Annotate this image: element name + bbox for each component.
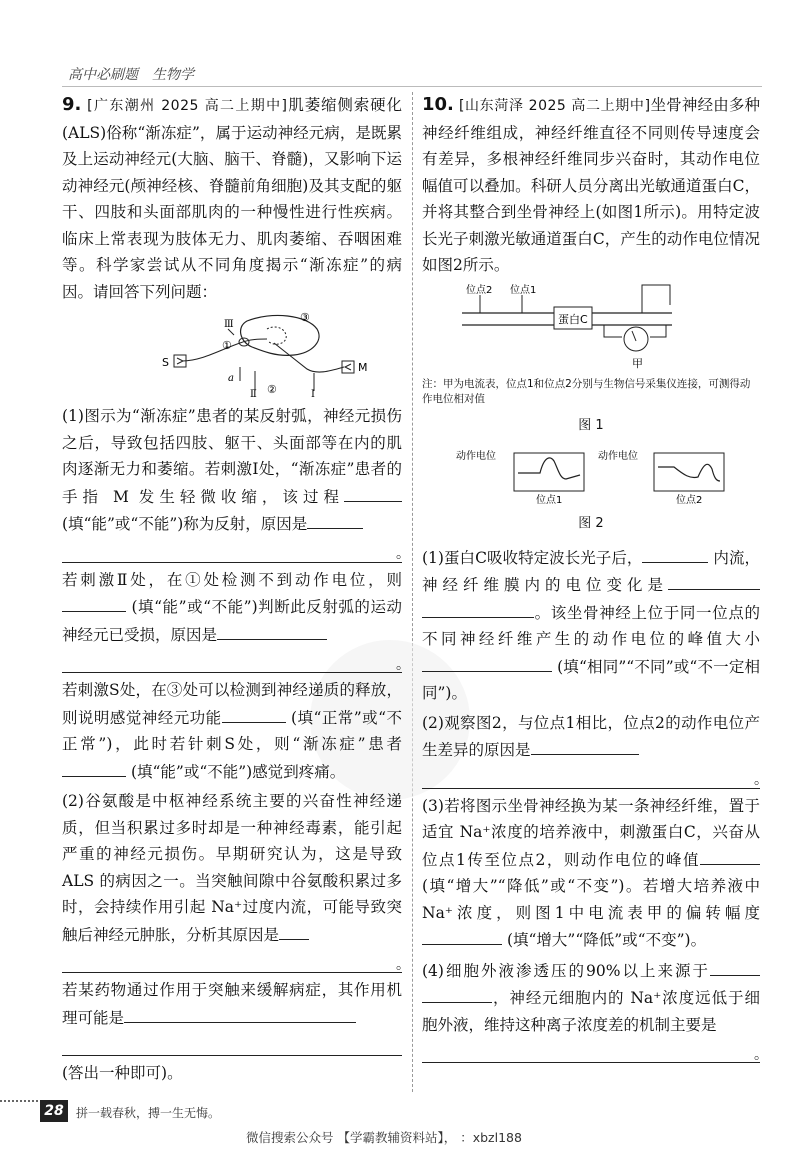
- q10-blank-6[interactable]: [700, 846, 760, 865]
- label-circle-2: ②: [267, 383, 277, 396]
- q9-p1f-text: (填“正常”或“不正常”)，此时若针刺S处，则“渐冻症”患者: [62, 708, 402, 753]
- q10-p2a-text: (2)观察图2，与位点1相比，位点2的动作电位产生差异的原因是: [422, 713, 760, 759]
- q9-p2a-text: (2)谷氨酸是中枢神经系统主要的兴奋性神经递质，但当积累过多时却是一种神经毒素，能引起严重的神经元损伤。早期研究认为，这是导致 ALS 的病因之一。当突触间隙中谷氨酸积累过多时，会持续作用引起 Na⁺过度内流，可能导致突触后神经元肿胀，分析其原因是: [62, 792, 402, 944]
- q9-p1c-text: 若刺激Ⅱ处，在①处检测不到动作电位，则: [62, 570, 402, 589]
- site1-label: 位点1: [510, 284, 537, 296]
- question-10: [422, 92, 768, 1067]
- q9-blank-1[interactable]: [344, 483, 402, 502]
- q10-p3a-text: (3)若将图示坐骨神经换为某一条神经纤维，置于适宜 Na⁺浓度的培养液中，刺激蛋白C，兴奋从位点1传至位点2，则动作电位的峰值: [422, 796, 760, 869]
- q10-p4b-text: ，神经元细胞内的 Na⁺浓度远低于细胞外液，维持这种离子浓度差的机制主要是: [422, 989, 760, 1034]
- graph2-ylabel: 动作电位: [598, 451, 638, 462]
- column-divider: [412, 92, 413, 1092]
- q9-blank-4[interactable]: [217, 621, 327, 640]
- q9-p1e-text: 若刺激S处，在③处可以检测到神经递质的释放，则说明感觉神经元功能: [62, 681, 402, 727]
- q9-p1a-text: (1)图示为“渐冻症”患者的某反射弧，神经元损伤之后，导致包括四肢、躯干、头面部等在内的肌肉逐渐无力和萎缩。若刺激Ⅰ处，“渐冻症”患者的手指 M 发生轻微收缩，该过程: [62, 407, 402, 506]
- page-number: 28: [40, 1100, 68, 1122]
- q9-p1b-text: (填“能”或“不能”)称为反射，原因是: [62, 515, 308, 533]
- meter-wire-left: [604, 325, 622, 337]
- q9-answer-line-1[interactable]: 。: [62, 540, 402, 563]
- q10-intro-text: 坐骨神经由多种神经纤维组成，神经纤维直径不同则传导速度会有差异，多根神经纤维同步兴奋时，其动作电位幅值可以叠加。科研人员分离出光敏通道蛋白C，并将其整合到坐骨神经上(如图1所示)。用特定波长光子刺激光敏通道蛋白C，产生的动作电位情况如图2所示。: [422, 96, 760, 274]
- q10-answer-line-1[interactable]: 。: [422, 766, 760, 789]
- q10-p1d-text: (填“相同”“不同”或“不一定相同”)。: [422, 657, 760, 702]
- label-II: Ⅱ: [250, 389, 257, 399]
- q9-reflex-arc-figure: [62, 309, 402, 399]
- graph1-curve: [518, 458, 580, 479]
- running-header: 高中必刷题 生物学: [68, 67, 194, 83]
- q9-number: 9.: [62, 94, 82, 115]
- q10-blank-4[interactable]: [422, 653, 552, 672]
- q9-part2: [62, 788, 410, 1087]
- q10-blank-9[interactable]: [422, 984, 492, 1003]
- q10-number: 10.: [422, 94, 454, 115]
- gray-matter: [267, 327, 286, 344]
- q9-blank-5[interactable]: [222, 704, 286, 723]
- q10-blank-1[interactable]: [642, 544, 708, 563]
- graph1-xlabel: 位点1: [536, 495, 563, 505]
- q10-blank-5[interactable]: [531, 736, 639, 755]
- q9-answer-line-2[interactable]: 。: [62, 650, 402, 673]
- label-III: Ⅲ: [224, 319, 234, 330]
- q10-blank-8[interactable]: [710, 957, 760, 976]
- graph2-xlabel: 位点2: [676, 495, 703, 505]
- q9-intro-text: 肌萎缩侧索硬化(ALS)俗称“渐冻症”，属于运动神经元病，是既累及上运动神经元(大脑、脑干、脊髓)，又影响下运动神经元(颅神经核、脊髓前角细胞)及其支配的躯干、四肢和头面部肌肉的一种慢性进行性疾病。临床上常表现为肢体无力、肌肉萎缩、吞咽困难等。科学家尝试从不同角度揭示“渐冻症”的病因。请回答下列问题：: [62, 96, 402, 301]
- q10-figure-1-note: 注：甲为电流表，位点1和位点2分别与生物信号采集仪连接，可测得动作电位相对值: [422, 377, 751, 405]
- q10-blank-2[interactable]: [668, 571, 760, 590]
- q10-blank-7[interactable]: [422, 926, 502, 945]
- effector-arrow: [345, 364, 351, 370]
- label-M: M: [358, 361, 368, 374]
- label-a: a: [228, 373, 234, 384]
- q10-p3b-text: (填“增大”“降低”或“不变”)。若增大培养液中 Na⁺浓度，则图1中电流表甲的偏转幅度: [422, 877, 760, 922]
- receptor-arrow: [177, 358, 183, 364]
- q10-p1a-text: (1)蛋白C吸收特定波长光子后，: [422, 548, 643, 567]
- graph1-box: [514, 453, 584, 491]
- q9-blank-8[interactable]: [124, 1004, 356, 1023]
- q10-p4a-text: (4)细胞外液渗透压的90%以上来源于: [422, 961, 710, 980]
- q9-blank-6[interactable]: [62, 758, 126, 777]
- q9-blank-3[interactable]: [62, 593, 126, 612]
- q9-source: [广东潮州 2025 高二上期中]: [87, 98, 288, 114]
- ammeter-label: 甲: [632, 356, 643, 370]
- q9-blank-7[interactable]: [279, 921, 309, 940]
- q10-part2: [422, 710, 768, 789]
- q10-p3c-text: (填“增大”“降低”或“不变”)。: [506, 931, 707, 949]
- graph2-box: [654, 453, 724, 491]
- q10-part3: [422, 793, 760, 954]
- q9-p1d-text: (填“能”或“不能”)判断此反射弧的运动神经元已受损，原因是: [62, 598, 402, 644]
- q10-p1c-text: 。该坐骨神经上位于同一位点的不同神经纤维产生的动作电位的峰值大小: [422, 603, 760, 648]
- loop-wire: [642, 285, 670, 313]
- q9-intro: [62, 92, 402, 305]
- q9-blank-2[interactable]: [307, 510, 363, 529]
- q10-figure-1: [422, 283, 752, 373]
- label-I: Ⅰ: [311, 389, 315, 399]
- footer-motto: 拼一载春秋，搏一生无悔。: [76, 1106, 221, 1120]
- q9-part1-b: [62, 567, 410, 674]
- label-circle-1: ①: [222, 339, 232, 352]
- motor-neuron: [274, 343, 344, 372]
- q10-blank-3[interactable]: [422, 599, 534, 618]
- protein-c-label: 蛋白C: [558, 312, 588, 326]
- q10-answer-line-2[interactable]: 。: [422, 1040, 760, 1063]
- footer-dots: [0, 1100, 38, 1102]
- q10-source: [山东菏泽 2025 高二上期中]: [458, 98, 651, 114]
- graph2-curve: [658, 464, 720, 481]
- q9-answer-line-3[interactable]: 。: [62, 950, 402, 973]
- q10-intro: [422, 92, 760, 279]
- q9-p2b-text: 若某药物通过作用于突触来缓解病症，其作用机理可能是: [62, 981, 402, 1027]
- site2-label: 位点2: [466, 284, 493, 296]
- q10-figure-2-caption: 图 2: [578, 516, 604, 531]
- meter-wire-right: [650, 325, 666, 337]
- q9-part1-a: [62, 403, 410, 563]
- q10-part4: [422, 957, 768, 1064]
- q9-p1g-text: (填“能”或“不能”)感觉到疼痛。: [130, 762, 346, 781]
- header-rule: [62, 86, 762, 87]
- label-circle-3: ③: [300, 311, 310, 324]
- label-S: S: [162, 356, 169, 369]
- q10-p1b-text: 内流，神经纤维膜内的电位变化是: [422, 548, 760, 594]
- q9-p2c-text: (答出一种即可)。: [62, 1064, 183, 1082]
- question-9: [62, 92, 410, 1087]
- ammeter: [624, 327, 648, 351]
- q9-answer-line-4[interactable]: [62, 1033, 402, 1056]
- q9-part1-c: [62, 677, 402, 785]
- footer-wechat-info: 微信搜索公众号 【学霸教辅资料站】， ：xbzl188: [246, 1130, 522, 1145]
- q10-part1: [422, 544, 760, 707]
- graph1-ylabel: 动作电位: [456, 451, 496, 462]
- q10-figure-1-caption: 图 1: [578, 417, 604, 433]
- q10-figure-2: [422, 445, 752, 505]
